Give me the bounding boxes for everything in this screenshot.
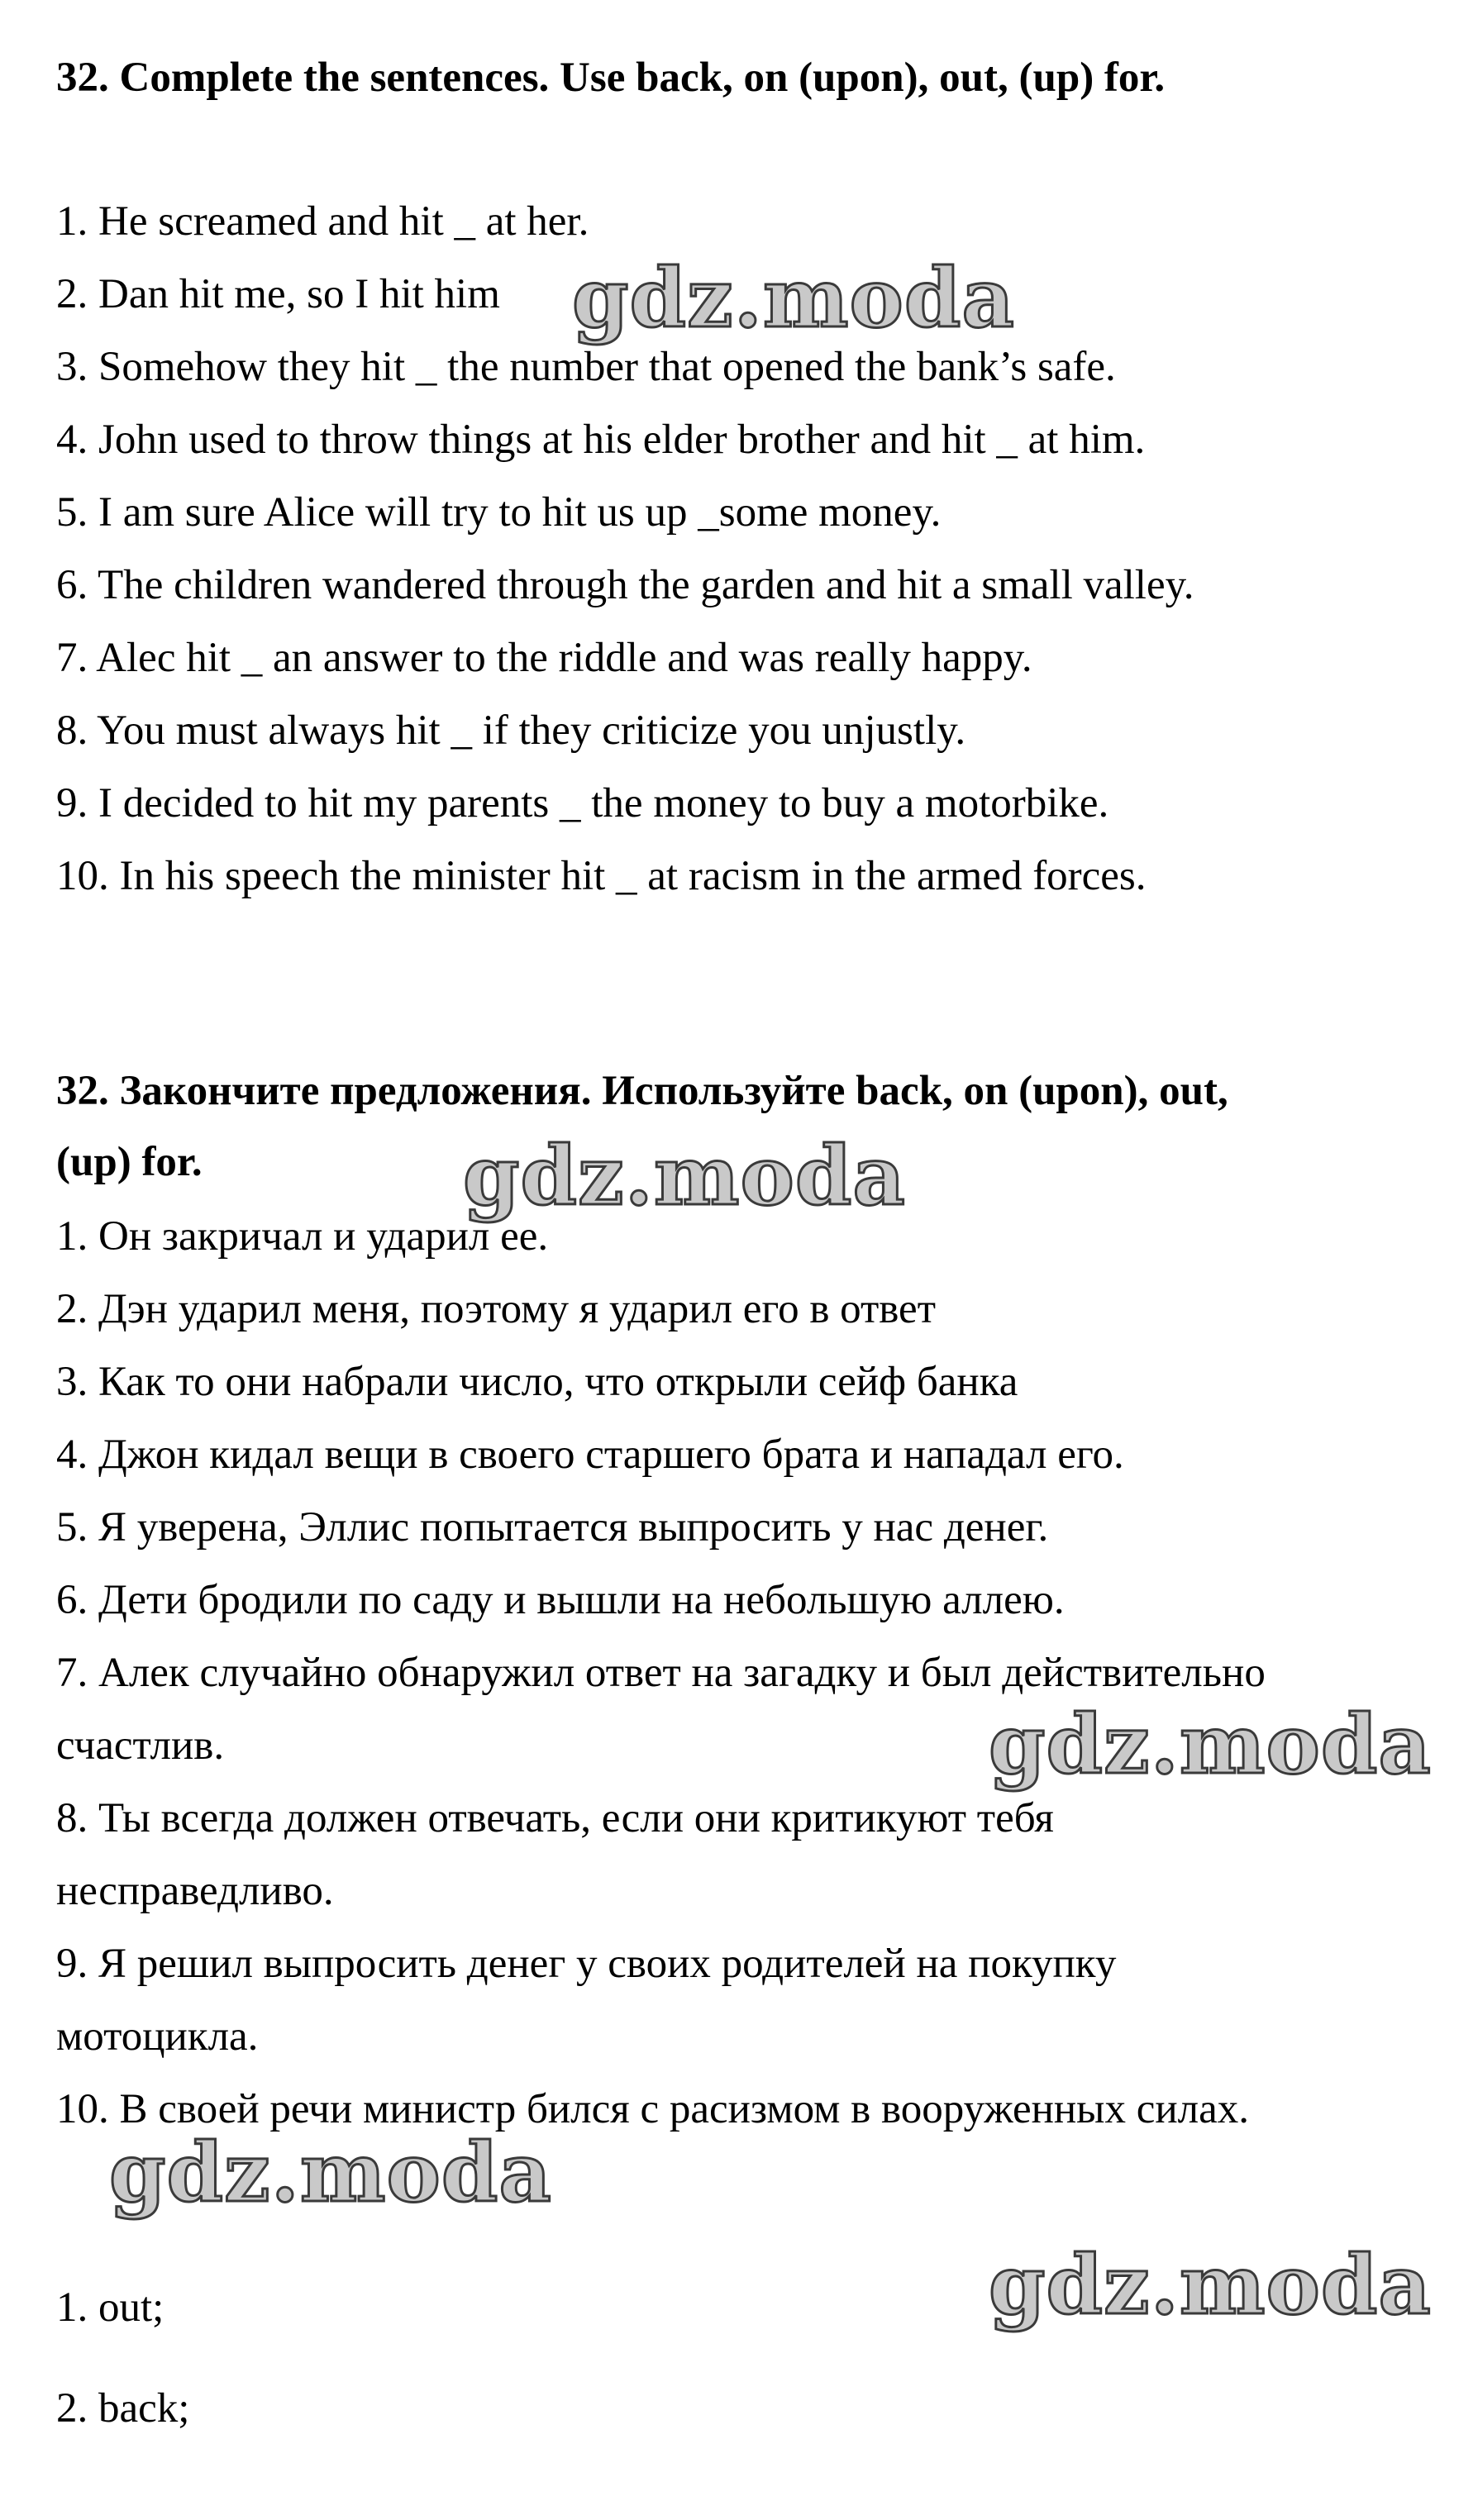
russian-sentence-10: 10. В своей речи министр бился с расизмом в вооруженных силах. [56, 2086, 1249, 2132]
english-sentence-1: 1. He screamed and hit _ at her. [56, 198, 589, 245]
watermark-logo: gdz.moda [109, 2126, 552, 2221]
watermark-logo: gdz.moda [989, 1698, 1432, 1793]
answer-2: 2. back; [56, 2385, 190, 2432]
english-sentence-5: 5. I am sure Alice will try to hit us up _some money. [56, 489, 942, 536]
answer-1: 1. out; [56, 2284, 164, 2331]
english-sentence-3: 3. Somehow they hit _ the number that opened the bank’s safe. [56, 344, 1116, 390]
russian-sentence-9-cont: мотоцикла. [56, 2013, 259, 2060]
english-sentence-9: 9. I decided to hit my parents _ the money to buy a motorbike. [56, 780, 1109, 827]
english-sentence-10: 10. In his speech the minister hit _ at racism in the armed forces. [56, 853, 1147, 899]
watermark-logo: gdz.moda [463, 1129, 906, 1224]
russian-sentence-2: 2. Дэн ударил меня, поэтому я ударил его в ответ [56, 1286, 936, 1332]
russian-sentence-1: 1. Он закричал и ударил ее. [56, 1213, 549, 1260]
russian-sentence-7: 7. Алек случайно обнаружил ответ на загадку и был действительно [56, 1650, 1266, 1696]
english-sentence-6: 6. The children wandered through the garden and hit a small valley. [56, 562, 1194, 608]
russian-heading-line-2: (up) for. [56, 1139, 203, 1185]
russian-sentence-8: 8. Ты всегда должен отвечать, если они критикуют тебя [56, 1795, 1054, 1841]
russian-sentence-9: 9. Я решил выпросить денег у своих родителей на покупку [56, 1941, 1117, 1987]
english-sentence-2: 2. Dan hit me, so I hit him [56, 271, 500, 317]
watermark-logo: gdz.moda [572, 251, 1015, 346]
russian-sentence-3: 3. Как то они набрали число, что открыли сейф банка [56, 1359, 1018, 1405]
english-sentence-4: 4. John used to throw things at his elder brother and hit _ at him. [56, 417, 1146, 463]
english-heading: 32. Complete the sentences. Use back, on (upon), out, (up) for. [56, 55, 1166, 101]
russian-sentence-5: 5. Я уверена, Эллис попытается выпросить у нас денег. [56, 1504, 1049, 1551]
russian-sentence-4: 4. Джон кидал вещи в своего старшего брата и нападал его. [56, 1431, 1124, 1478]
russian-sentence-8-cont: несправедливо. [56, 1868, 334, 1914]
russian-heading-line-1: 32. Закончите предложения. Используйте back, on (upon), out, [56, 1068, 1228, 1114]
russian-sentence-7-cont: счастлив. [56, 1722, 225, 1769]
english-sentence-8: 8. You must always hit _ if they criticize you unjustly. [56, 707, 966, 754]
english-sentence-7: 7. Alec hit _ an answer to the riddle and was really happy. [56, 635, 1032, 681]
russian-sentence-6: 6. Дети бродили по саду и вышли на небольшую аллею. [56, 1577, 1065, 1623]
watermark-logo: gdz.moda [989, 2238, 1432, 2333]
